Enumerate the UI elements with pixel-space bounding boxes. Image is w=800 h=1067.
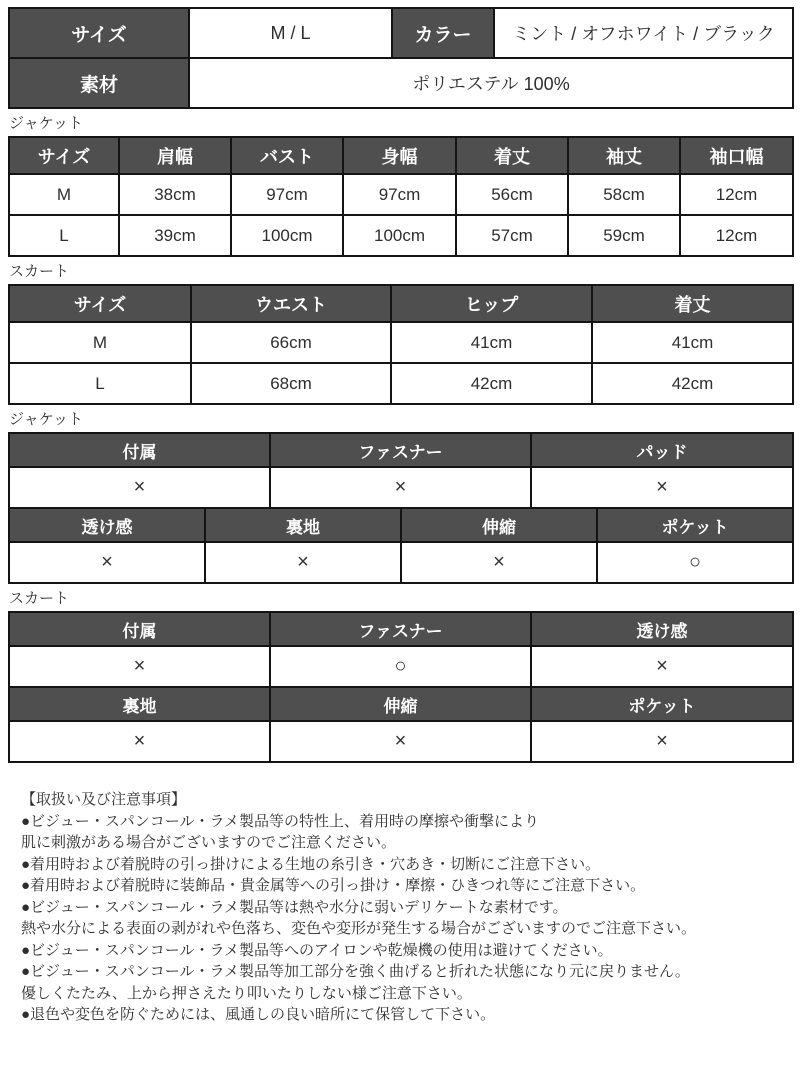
jacket-size-value-cell: 100cm	[231, 215, 343, 256]
jacket-feature-header-cell: 透け感	[9, 508, 205, 542]
size-label-cell: サイズ	[9, 8, 189, 58]
jacket-feature-header-cell: パッド	[531, 433, 793, 467]
jacket-feature-header-cell: ファスナー	[270, 433, 531, 467]
size-value-cell: M / L	[189, 8, 392, 58]
jacket-size-value-cell: M	[9, 174, 119, 215]
note-line: ●着用時および着脱時に装飾品・貴金属等への引っ掛け・摩擦・ひきつれ等にご注意下さい。	[21, 877, 646, 894]
skirt-feature-value-cell: ×	[531, 646, 793, 687]
section-label-skirt-features: スカート	[9, 590, 70, 607]
jacket-size-value-cell: 12cm	[680, 174, 793, 215]
skirt-size-value-cell: 42cm	[592, 363, 793, 404]
jacket-feature-header-cell: 付属	[9, 433, 270, 467]
skirt-size-header-cell: サイズ	[9, 285, 191, 322]
skirt-feature-value-cell: ×	[9, 721, 270, 762]
skirt-features-table	[8, 611, 794, 763]
section-label-jacket-features: ジャケット	[9, 411, 83, 428]
skirt-feature-header-cell: 付属	[9, 612, 270, 646]
jacket-size-value-cell: 97cm	[343, 174, 456, 215]
jacket-size-value-cell: 57cm	[456, 215, 568, 256]
skirt-size-header-cell: 着丈	[592, 285, 793, 322]
jacket-feature-value-cell: ×	[205, 542, 401, 583]
jacket-size-value-cell: 59cm	[568, 215, 680, 256]
jacket-feature-value-cell: ×	[270, 467, 531, 508]
jacket-feature-value-cell: ×	[401, 542, 597, 583]
note-line: 肌に刺激がある場合がございますのでご注意ください。	[21, 834, 397, 851]
skirt-size-table	[8, 284, 794, 405]
skirt-feature-header-cell: 伸縮	[270, 687, 531, 721]
jacket-size-value-cell: 56cm	[456, 174, 568, 215]
skirt-feature-value-cell: ×	[9, 646, 270, 687]
note-line: ●ビジュー・スパンコール・ラメ製品等の特性上、着用時の摩擦や衝撃により	[21, 812, 540, 830]
jacket-size-row-l	[9, 215, 793, 256]
jacket-feature-header-cell: ポケット	[597, 508, 793, 542]
skirt-size-value-cell: 41cm	[592, 322, 793, 363]
skirt-feature-header-cell: 透け感	[531, 612, 793, 646]
skirt-size-value-cell: 42cm	[391, 363, 592, 404]
skirt-size-row-l	[9, 363, 793, 404]
jacket-size-value-cell: 12cm	[680, 215, 793, 256]
jacket-size-header-cell: バスト	[231, 137, 343, 174]
jacket-size-value-cell: L	[9, 215, 119, 256]
skirt-size-value-cell: 41cm	[391, 322, 592, 363]
jacket-feature-value-cell: ○	[597, 542, 793, 583]
skirt-size-value-cell: 66cm	[191, 322, 391, 363]
skirt-feature-value-cell: ○	[270, 646, 531, 687]
jacket-size-row-m	[9, 174, 793, 215]
jacket-size-value-cell: 100cm	[343, 215, 456, 256]
jacket-feature-header-cell: 裏地	[205, 508, 401, 542]
note-line: ●ビジュー・スパンコール・ラメ製品等へのアイロンや乾燥機の使用は避けてください。	[21, 941, 613, 959]
note-line: ●着用時および着脱時の引っ掛けによる生地の糸引き・穴あき・切断にご注意下さい。	[21, 855, 601, 873]
jacket-size-header-cell: 袖丈	[568, 137, 680, 174]
jacket-size-value-cell: 97cm	[231, 174, 343, 215]
skirt-feature-value-cell: ×	[531, 721, 793, 762]
jacket-feature-header-cell: 伸縮	[401, 508, 597, 542]
skirt-feature-value-cell: ×	[270, 721, 531, 762]
skirt-size-value-cell: M	[9, 322, 191, 363]
jacket-feature-value-cell: ×	[531, 467, 793, 508]
color-value-cell: ミント / オフホワイト / ブラック	[494, 8, 793, 58]
jacket-features-table	[8, 432, 794, 584]
note-line: ●ビジュー・スパンコール・ラメ製品等加工部分を強く曲げると折れた状態になり元に戻りません。	[21, 963, 690, 980]
jacket-size-header-cell: 袖口幅	[680, 137, 793, 174]
section-label-jacket-size: ジャケット	[9, 115, 83, 132]
summary-table	[8, 7, 794, 109]
note-line: ●退色や変色を防ぐためには、風通しの良い暗所にて保管して下さい。	[21, 1006, 496, 1023]
jacket-size-table	[8, 136, 794, 257]
material-value-cell: ポリエステル 100%	[189, 58, 793, 108]
skirt-feature-header-cell: ファスナー	[270, 612, 531, 646]
handling-notes	[8, 789, 792, 1026]
skirt-size-header-cell: ヒップ	[391, 285, 592, 322]
color-label-cell: カラー	[392, 8, 494, 58]
jacket-size-header-cell: 肩幅	[119, 137, 231, 174]
skirt-size-value-cell: 68cm	[191, 363, 391, 404]
skirt-feature-header-cell: ポケット	[531, 687, 793, 721]
notes-title: 【取扱い及び注意事項】	[21, 791, 187, 808]
jacket-size-header-cell: 身幅	[343, 137, 456, 174]
jacket-size-value-cell: 38cm	[119, 174, 231, 215]
skirt-size-row-m	[9, 322, 793, 363]
skirt-feature-header-cell: 裏地	[9, 687, 270, 721]
jacket-size-header-cell: 着丈	[456, 137, 568, 174]
jacket-feature-value-cell: ×	[9, 467, 270, 508]
skirt-size-value-cell: L	[9, 363, 191, 404]
section-label-skirt-size: スカート	[9, 263, 70, 280]
note-line: 優しくたたみ、上から押さえたり叩いたりしない様ご注意下さい。	[21, 984, 472, 1002]
jacket-size-value-cell: 58cm	[568, 174, 680, 215]
jacket-size-value-cell: 39cm	[119, 215, 231, 256]
material-label-cell: 素材	[9, 58, 189, 108]
skirt-size-header-cell: ウエスト	[191, 285, 391, 322]
jacket-feature-value-cell: ×	[9, 542, 205, 583]
jacket-size-header-cell: サイズ	[9, 137, 119, 174]
note-line: 熱や水分による表面の剥がれや色落ち、変色や変形が発生する場合がございますのでご注意下さい。	[21, 920, 697, 937]
note-line: ●ビジュー・スパンコール・ラメ製品等は熱や水分に弱いデリケートな素材です。	[21, 898, 568, 916]
